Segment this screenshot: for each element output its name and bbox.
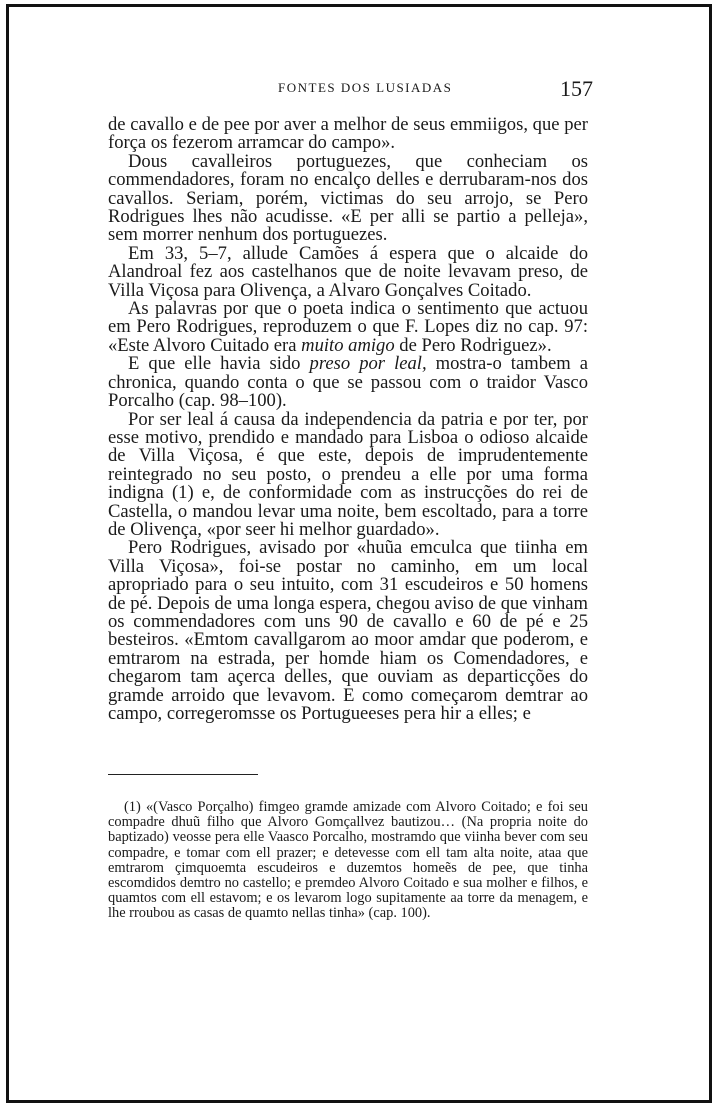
paragraph-1: de cavallo e de pee por aver a melhor de seus emmiigos, que per força os fezerom arramcar do campo».: [108, 114, 588, 154]
paragraph-6: Por ser leal á causa da independencia da patria e por ter, por esse motivo, prendido e mandado para Lisboa o odioso alcaide de Villa Viçosa, é que este, depois de imprudentemente reintegrado no seu posto, o prendeu a elle por uma forma indigna (1) e, de conformidade com as instrucções do rei de Castella, o mandou levar uma noite, bem escoltado, para a torre de Olivença, «por seer hi melhor guardado».: [108, 408, 588, 540]
paragraph-4-text-b: de Pero Rodriguez».: [394, 334, 552, 356]
footnote: (1) «(Vasco Porçalho) fimgeo gramde amizade com Alvoro Coitado; e foi seu compadre dhuũ filho que Alvoro Gomçallvez bautizou… (Na propria noite do baptizado) veosse pera elle Vaasco Porcalho, mostramdo que viinha bever com seu compadre, e tomar com ell prazer; e detevesse com ell tam alta noite, ataa que emtrarom çimquoemta escudeiros e duzemtos homeẽs de pee, que tinha escomdidos demtro no castello; e premdeo Alvoro Coitado e sua molher e filhos, e quamtos com ell estavom; e os levarom logo supitamente aa torre da menagem, e lhe rroubou as casas de quamto nellas tinha» (cap. 100).: [108, 799, 588, 922]
paragraph-4-italic: muito amigo: [301, 334, 395, 356]
paragraph-5-italic: preso por leal,: [309, 353, 427, 375]
paragraph-5-text-a: E que elle havia sido: [128, 353, 310, 375]
paragraph-2: Dous cavalleiros portuguezes, que conheciam os commendadores, foram no encalço delles e derrubaram-nos dos cavallos. Seriam, porém, victimas do seu arrojo, se Pero Rodrigues lhes não acudisse. «E per alli se partio a pelleja», sem morrer nenhum dos portuguezes.: [108, 150, 588, 246]
page-number: 157: [560, 76, 593, 101]
paragraph-3: Em 33, 5–7, allude Camões á espera que o alcaide do Alandroal fez aos castelhanos que de noite levavam preso, de Villa Viçosa para Olivença, a Alvaro Gonçalves Coitado.: [108, 242, 588, 301]
paragraph-4-text-a: As palavras por que o poeta indica o sentimento que actuou em Pero Rodrigues, reproduzem o que F. Lopes diz no cap. 97: «Este Alvoro Cuitado era: [108, 298, 588, 356]
paragraph-4: [108, 300, 588, 355]
paragraph-5-text-b: mostra-o tambem a chronica, quando conta o que se passou com o traidor Vasco Porcalho (cap. 98–100).: [108, 353, 589, 412]
footnote-rule: [108, 774, 258, 775]
running-title: FONTES DOS LUSIADAS: [278, 80, 453, 95]
paragraph-7: Pero Rodrigues, avisado por «huũa emculca que tiinha em Villa Viçosa», foi-se postar no caminho, em um local apropriado para o seu intuito, com 31 escudeiros e 50 homens de pé. Depois de uma longa espera, chegou aviso de que vinham os commendadores com uns 90 de cavallo e 60 de pé e 25 besteiros. «Emtom cavallgarom ao moor amdar que poderom, e emtrarom na estrada, per homde hiam os Comendadores, e chegarom tam açerca delles, que ouviam as departicções do gramde arroido que levavom. E como começarom demtrar ao campo, corregeromsse os Portugueeses pera hir a elles; e: [108, 537, 588, 724]
main-text: [108, 116, 588, 723]
paragraph-5: [108, 355, 588, 410]
